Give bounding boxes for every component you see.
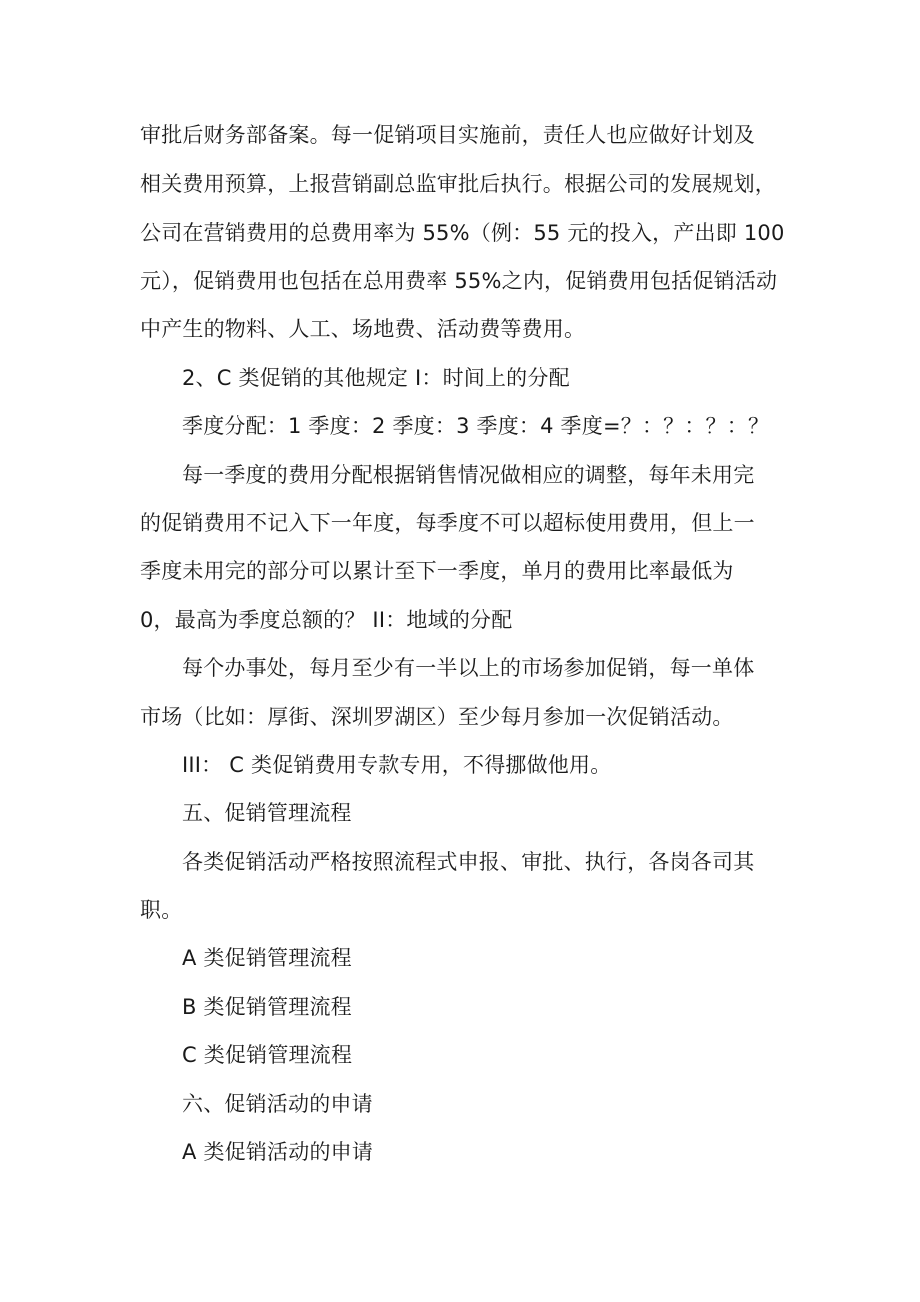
text-line: 相关费用预算，上报营销副总监审批后执行。根据公司的发展规划，: [140, 172, 776, 196]
section-heading: 六、促销活动的申请: [182, 1092, 373, 1116]
text-line: III： C 类促销费用专款专用，不得挪做他用。: [182, 753, 612, 777]
text-line: 元），促销费用也包括在总用费率 55%之内，促销费用包括促销活动: [140, 269, 778, 293]
text-line: 公司在营销费用的总费用率为 55%（例：55 元的投入，产出即 100: [140, 221, 785, 245]
text-line: 职。: [140, 898, 183, 922]
paragraph-start: 各类促销活动严格按照流程式申报、审批、执行，各岗各司其: [182, 850, 755, 874]
subsection-heading: A 类促销活动的申请: [182, 1140, 374, 1164]
list-item: A 类促销管理流程: [182, 946, 352, 970]
list-item: C 类促销管理流程: [182, 1043, 353, 1067]
text-line: 市场（比如：厚街、深圳罗湖区）至少每月参加一次促销活动。: [140, 705, 734, 729]
section-heading: 五、促销管理流程: [182, 801, 352, 825]
text-line: 0，最高为季度总额的？ II：地域的分配: [140, 608, 513, 632]
text-line: 审批后财务部备案。每一促销项目实施前，责任人也应做好计划及: [140, 123, 755, 147]
section-heading: 2、C 类促销的其他规定 I：时间上的分配: [182, 366, 570, 390]
text-line: 季度未用完的部分可以累计至下一季度，单月的费用比率最低为: [140, 559, 734, 583]
text-line: 中产生的物料、人工、场地费、活动费等费用。: [140, 317, 586, 341]
paragraph-start: 每个办事处，每月至少有一半以上的市场参加促销，每一单体: [182, 656, 755, 680]
text-line: 季度分配：1 季度：2 季度：3 季度：4 季度=？：？：？：？: [182, 414, 770, 438]
list-item: B 类促销管理流程: [182, 995, 352, 1019]
paragraph-start: 每一季度的费用分配根据销售情况做相应的调整，每年未用完: [182, 463, 755, 487]
text-line: 的促销费用不记入下一年度，每季度不可以超标使用费用，但上一: [140, 511, 755, 535]
